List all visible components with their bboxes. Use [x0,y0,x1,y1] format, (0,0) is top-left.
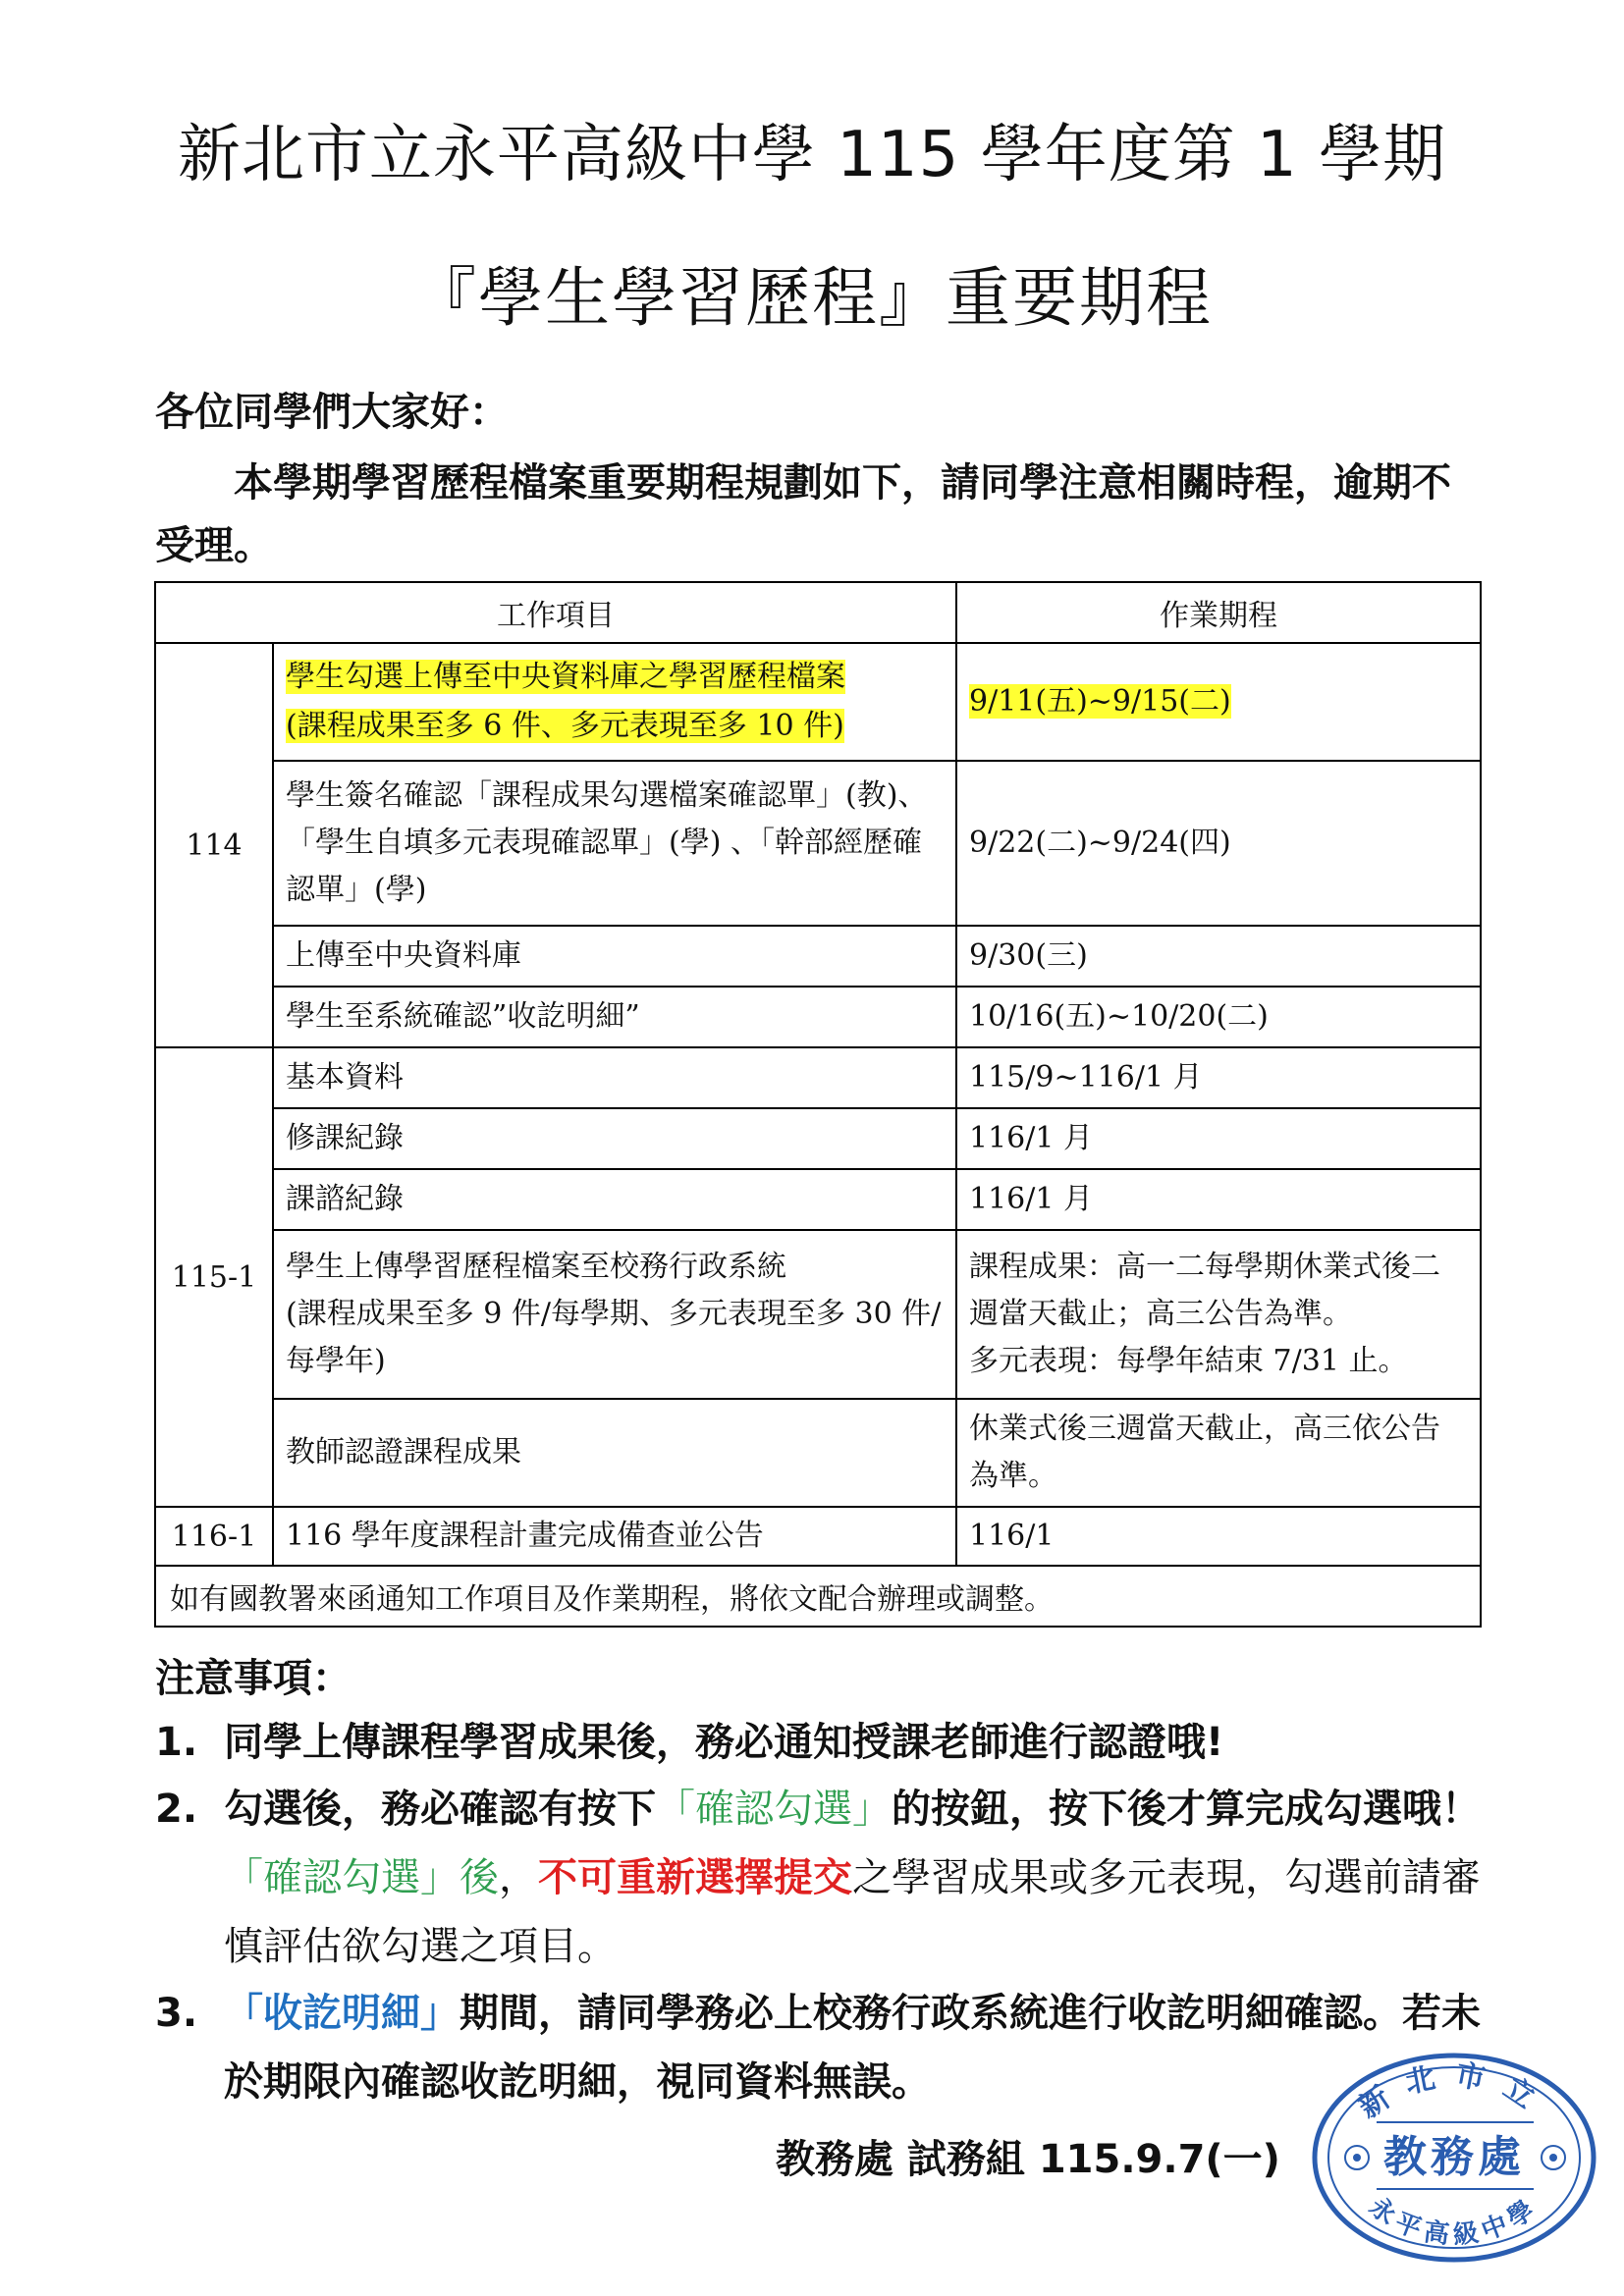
signature: 教務處 試務組 115.9.7(一) [776,2137,1280,2182]
date-cell: 116/1 月 [956,1108,1481,1169]
item-cell: 課諮紀錄 [273,1169,956,1230]
date-cell: 9/30(三) [956,926,1481,987]
item-cell [273,643,956,761]
table-row [155,1507,1481,1566]
document-title: 新北市立永平高級中學 115 學年度第 1 學期 [177,119,1447,191]
schedule-table [154,581,1482,1628]
date-cell: 休業式後三週當天截止，高三依公告為準。 [956,1399,1481,1507]
date-cell: 9/22(二)~9/24(四) [956,761,1481,926]
note-blue-text: 「收訖明細」 [224,1991,460,2036]
note-text [224,1979,1490,2116]
note-number: 3. [155,1991,198,2036]
item-cell: 修課紀錄 [273,1108,956,1169]
seal-center-text: 教務處 [1383,2132,1525,2182]
highlighted-item-line: 學生勾選上傳至中央資料庫之學習歷程檔案 [286,660,845,694]
note-red-text: 不可重新選擇提交 [538,1855,852,1900]
table-row [155,761,1481,926]
item-cell: 學生至系統確認”收訖明細” [273,987,956,1047]
item-cell: 116 學年度課程計畫完成備查並公告 [273,1507,956,1566]
table-row [155,926,1481,987]
note-text-part: ， [499,1855,538,1900]
table-footnote: 如有國教署來函通知工作項目及作業期程，將依文配合辦理或調整。 [155,1566,1481,1627]
note-text-part: 的按鈕，按下後才算完成勾選哦！ [892,1787,1481,1832]
note-item-2 [155,1775,1490,1981]
item-cell: 學生簽名確認「課程成果勾選檔案確認單」(教)、「學生自填多元表現確認單」(學) 、「幹部經歷確認單」(學) [273,761,956,926]
item-line: (課程成果至多 9 件/每學期、多元表現至多 30 件/每學年) [286,1297,942,1378]
table-footnote-row [155,1566,1481,1627]
note-green-text: 「確認勾選」 [656,1787,892,1832]
date-cell: 115/9~116/1 月 [956,1047,1481,1108]
date-line: 多元表現：每學年結束 7/31 止。 [969,1344,1408,1378]
table-row [155,1169,1481,1230]
item-cell: 教師認證課程成果 [273,1399,956,1507]
table-row [155,987,1481,1047]
highlighted-item-line: (課程成果至多 6 件、多元表現至多 10 件) [286,709,844,743]
greeting: 各位同學們大家好： [155,390,509,435]
header-item: 工作項目 [155,582,956,643]
item-cell: 上傳至中央資料庫 [273,926,956,987]
note-number: 2. [155,1787,198,1832]
header-date: 作業期程 [956,582,1481,643]
item-line: 學生上傳學習歷程檔案至校務行政系統 [286,1250,786,1284]
notes-heading: 注意事項： [155,1656,352,1701]
item-cell [273,1230,956,1399]
year-cell-116-1: 116-1 [155,1507,273,1566]
seal-bottom-text: 永平高級中學 [1363,2192,1545,2251]
note-green-text: 「確認勾選」後 [224,1855,499,1900]
highlighted-date: 9/11(五)~9/15(二) [969,684,1231,719]
note-number: 1. [155,1720,198,1765]
note-text-part: 期間，請同學務必上校務行政系統進行收訖明細確認。若未於期限內確認收訖明細，視同資料無誤。 [224,1991,1481,2105]
note-item-1 [155,1708,1490,1777]
year-cell-115-1: 115-1 [155,1047,273,1507]
table-row [155,1399,1481,1507]
table-row [155,1047,1481,1108]
note-text-part: 之學習成果或多元表現，勾選前請審慎評估欲勾選之項目。 [224,1855,1481,1969]
intro-paragraph: 本學期學習歷程檔案重要期程規劃如下，請同學注意相關時程，逾期不受理。 [155,460,1451,568]
date-cell: 10/16(五)~10/20(二) [956,987,1481,1047]
note-text: 同學上傳課程學習成果後，務必通知授課老師進行認證哦! [224,1720,1224,1765]
date-cell [956,1230,1481,1399]
document-subtitle: 『學生學習歷程』重要期程 [411,260,1213,336]
date-cell: 116/1 月 [956,1169,1481,1230]
note-item-3 [155,1979,1490,2116]
date-cell [956,643,1481,761]
table-header-row [155,582,1481,643]
svg-text:永平高級中學 [1364,2192,1544,2251]
school-seal-stamp [1306,2042,1600,2268]
date-cell: 116/1 [956,1507,1481,1566]
note-text [224,1775,1490,1981]
date-line: 課程成果：高一二每學期休業式後二週當天截止；高三公告為準。 [969,1250,1440,1331]
year-cell-114: 114 [155,643,273,1047]
table-row [155,1230,1481,1399]
table-row [155,643,1481,761]
seal-top-text: 新北市立 [1352,2057,1556,2126]
item-cell: 基本資料 [273,1047,956,1108]
note-text-part: 勾選後，務必確認有按下 [224,1787,656,1832]
table-row [155,1108,1481,1169]
